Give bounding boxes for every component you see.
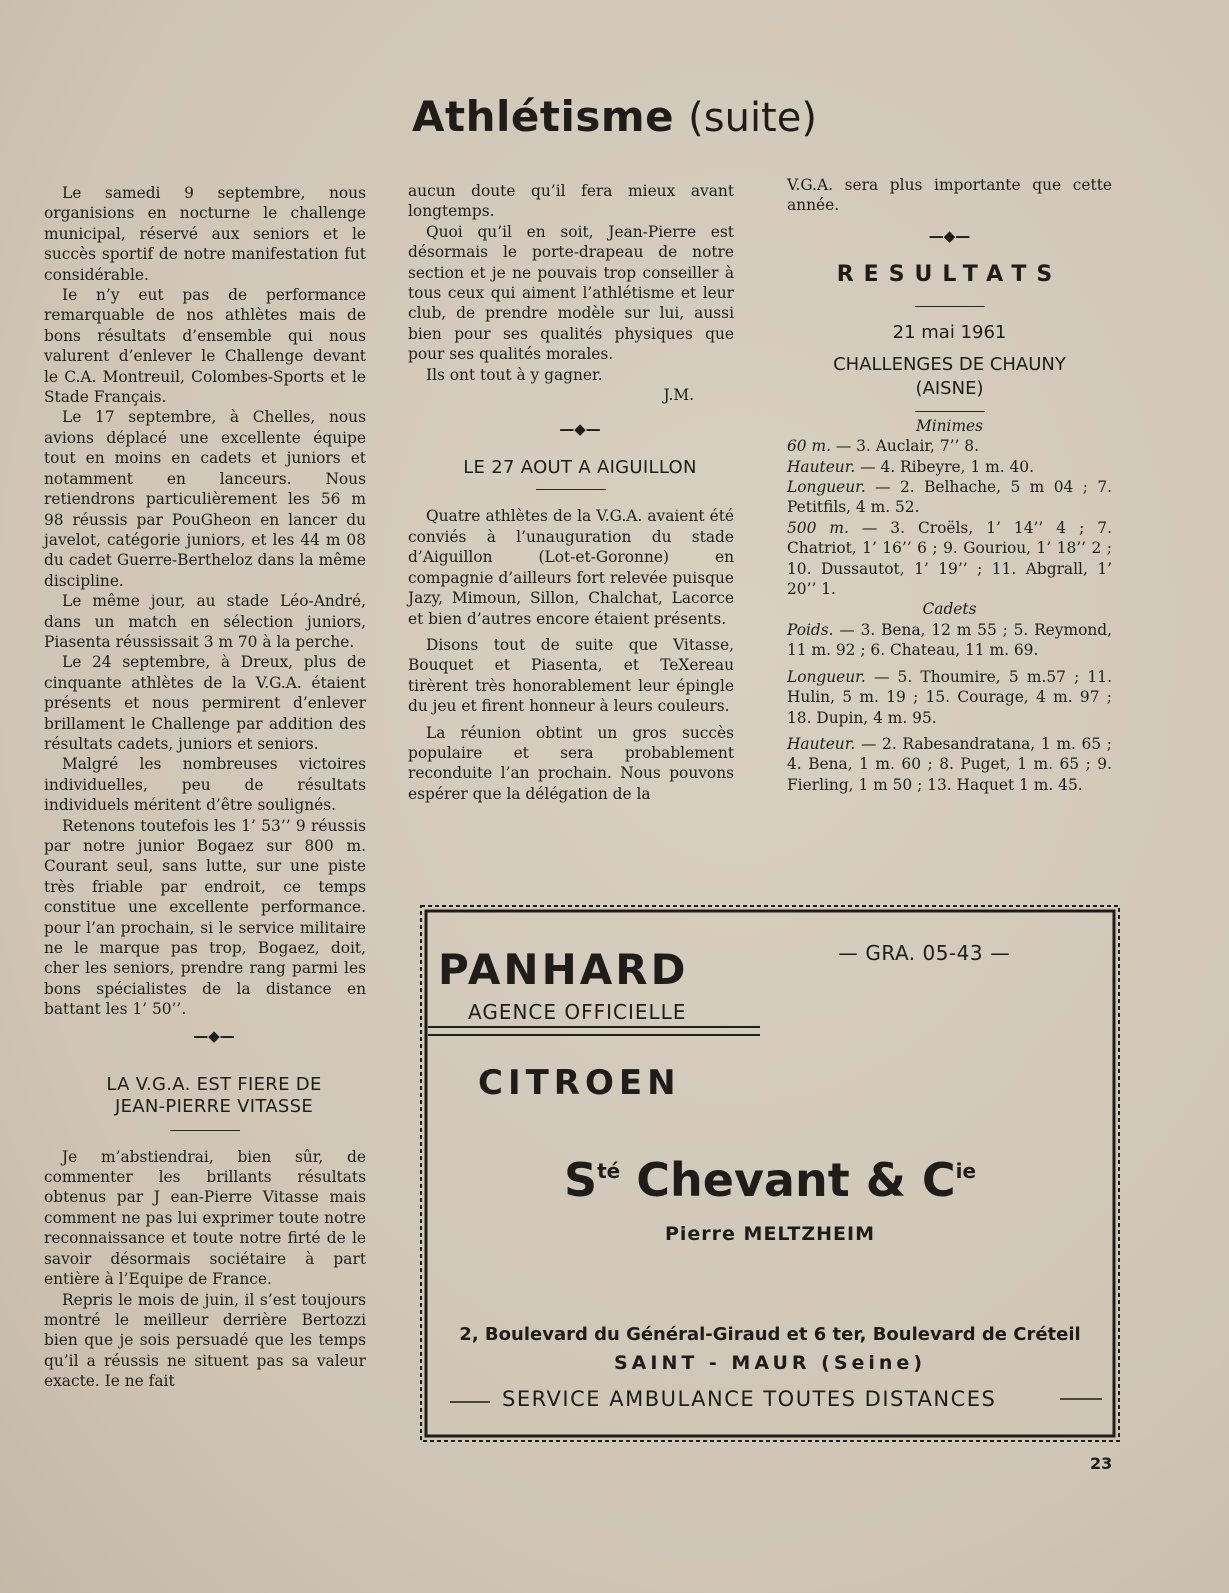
result-event: 60 m. (787, 437, 831, 456)
paragraph: Ils ont tout à y gagner. (426, 365, 603, 384)
result-event: Hauteur. (787, 734, 856, 753)
paragraph: La réunion obtint un gros succès populaire et sera probablement reconduite l’an prochain. Nous pouvons espérer que la délégation de la (408, 723, 734, 803)
paragraph: Quoi qu’il en soit, Jean-Pierre est désormais le porte-drapeau de notre section et je ne pouvais trop conseiller à tous ceux qui aiment l’athlétisme et leur club, de prendre modèle sur lui, aussi bien pour ses qualités physiques que pour ses qualités morales. (408, 222, 734, 364)
results-date: 21 mai 1961 (892, 321, 1007, 343)
column-3 (787, 175, 1112, 795)
results-title: RESULTATS (836, 261, 1063, 287)
page-title (0, 92, 1229, 141)
brand-citroen: CITROEN (478, 1063, 681, 1103)
event-name-line2: (AISNE) (915, 377, 984, 399)
result-line (787, 667, 1112, 728)
paragraph: Disons tout de suite que Vitasse, Bouquet et Piasenta, et TeXereau tirèrent très honorablement leur épingle du jeu et firent honneur à leurs couleurs. (408, 635, 734, 716)
owner-name: Pierre MELTZHEIM (664, 1223, 875, 1245)
advertisement (420, 905, 1120, 1442)
result-text: — 2. Rabesandratana, 1 m. 65 ; 4. Bena, 1 m. 60 ; 8. Puget, 1 m. 65 ; 9. Fierling, 1 m 50 ; 13. Haquet 1 m. 45. (787, 734, 1112, 794)
result-event: Poids. (787, 620, 834, 639)
result-line (787, 620, 1112, 661)
section-separator: —◆— (928, 226, 971, 245)
signature: J.M. (663, 386, 694, 405)
city: SAINT - MAUR (Seine) (614, 1352, 926, 1374)
result-event: Longueur. (787, 667, 866, 686)
result-event: Hauteur. (787, 457, 856, 476)
paragraph: Repris le mois de juin, il s’est toujours montré le meilleur derrière Bertozzi bien que je sois persuadé que les temps qu’il a réussis ne situent pas sa valeur exacte. Ie ne fait (44, 1290, 366, 1391)
result-line (787, 477, 1112, 518)
result-line (787, 734, 1112, 795)
result-line (787, 457, 1112, 477)
paragraph: Le 17 septembre, à Chelles, nous avions déplacé une excellente équipe tout en moins en cadets et juniors et notamment en lanceurs. Nous retiendrons particulièrement les 56 m 98 réussis par PouGheon en lancer du javelot, catégorie juniors, et les 44 m 08 du cadet Guerre-Bertheloz dans la même discipline. (44, 408, 366, 590)
result-text: — 3. Croëls, 1’ 14’’ 4 ; 7. Chatriot, 1’ 16’’ 6 ; 9. Gouriou, 1’ 18’’ 2 ; 10. Dussautot, 1’ 19’’ ; 11. Abgrall, 1’ 20’’ 1. (787, 518, 1112, 599)
result-line (787, 436, 1112, 456)
result-line (787, 518, 1112, 600)
page-number: 23 (1090, 1454, 1113, 1473)
paragraph: Ie n’y eut pas de performance remarquable de nos athlètes mais de bons résultats d’ensemble qui nous valurent d’enlever le Challenge devant le C.A. Montreuil, Colombes-Sports et le Stade Français. (44, 286, 366, 407)
company-name: $S^{té}$ Chevant & $C^{ie}$ (563, 1153, 977, 1207)
category-minimes: Minimes (915, 416, 984, 435)
title-sub: (suite) (688, 95, 817, 141)
result-text: — 2. Belhache, 5 m 04 ; 7. Petitfils, 4 m. 52. (787, 478, 1112, 517)
result-text: — 3. Bena, 12 m 55 ; 5. Reymond, 11 m. 92 ; 6. Chateau, 11 m. 69. (787, 620, 1112, 660)
article-heading-line2: JEAN-PIERRE VITASSE (114, 1095, 314, 1117)
category-cadets: Cadets (922, 600, 977, 619)
event-name-line1: CHALLENGES DE CHAUNY (833, 353, 1066, 375)
phone-number: — GRA. 05-43 — (838, 941, 1011, 965)
result-event: 500 m. (787, 518, 849, 537)
column-2 (408, 181, 734, 804)
paragraph: aucun doute qu’il fera mieux avant longtemps. (408, 182, 734, 221)
result-event: Longueur. (787, 478, 866, 497)
paragraph: Retenons toutefois les 1’ 53’’ 9 réussis par notre junior Bogaez sur 800 m. Courant seul, sans lutte, sur une piste très friable par endroit, ce temps constitue une excellente performance. pour l’an prochain, si le service militaire ne le marque pas trop, Bogaez, doit, cher les seniors, prendre rang parmi les bons spécialistes de la distance en battant les 1’ 50’’. (44, 816, 366, 1019)
paragraph: Je m’abstiendrai, bien sûr, de commenter les brillants résultats obtenus par J ean-Pierre Vitasse mais comment ne pas lui exprimer toute notre reconnaissance et toute notre firté de le savoir désormais sociétaire à part entière à l’Equipe de France. (44, 1147, 366, 1289)
service-line: SERVICE AMBULANCE TOUTES DISTANCES (502, 1387, 997, 1411)
paragraph: Le samedi 9 septembre, nous organisions en nocturne le challenge municipal, réservé aux seniors et le succès sportif de notre manifestation fut considérable. (44, 184, 366, 284)
column-1 (44, 183, 366, 1392)
result-text: — 4. Ribeyre, 1 m. 40. (855, 457, 1034, 476)
paragraph: Quatre athlètes de la V.G.A. avaient été conviés à l’unauguration du stade d’Aiguillon (Lot-et-Goronne) en compagnie d’ailleurs fort relevée puisque Jazy, Mimoun, Sillon, Chalchat, Lacorce et bien d’autres encore étaient présents. (408, 507, 734, 628)
paragraph: Le même jour, au stade Léo-André, dans un match en sélection juniors, Piasenta réussissait 3 m 70 à la perche. (44, 592, 366, 651)
title-main: Athlétisme (412, 92, 675, 141)
result-text: — 5. Thoumire, 5 m.57 ; 11. Hulin, 5 m. 19 ; 15. Courage, 4 m. 97 ; 18. Dupin, 4 m. 95. (787, 667, 1112, 727)
paragraph: Malgré les nombreuses victoires individuelles, peu de résultats individuels méritent d’être soulignés. (44, 755, 366, 815)
article-heading-line1: LA V.G.A. EST FIERE DE (106, 1073, 322, 1095)
brand-panhard: PANHARD (438, 945, 689, 994)
result-text: — 3. Auclair, 7’’ 8. (830, 437, 979, 456)
paragraph: V.G.A. sera plus importante que cette année. (787, 176, 1112, 215)
agence-label: AGENCE OFFICIELLE (468, 1000, 687, 1024)
article-heading: LE 27 AOUT A AIGUILLON (463, 457, 697, 479)
section-separator: —◆— (193, 1026, 235, 1045)
address: 2, Boulevard du Général-Giraud et 6 ter, Boulevard de Créteil (459, 1324, 1081, 1345)
paragraph: Le 24 septembre, à Dreux, plus de cinquante athlètes de la V.G.A. étaient présents et nous permirent d’enlever brillament le Challenge par addition des résultats cadets, juniors et seniors. (44, 653, 366, 753)
section-separator: —◆— (559, 420, 601, 439)
